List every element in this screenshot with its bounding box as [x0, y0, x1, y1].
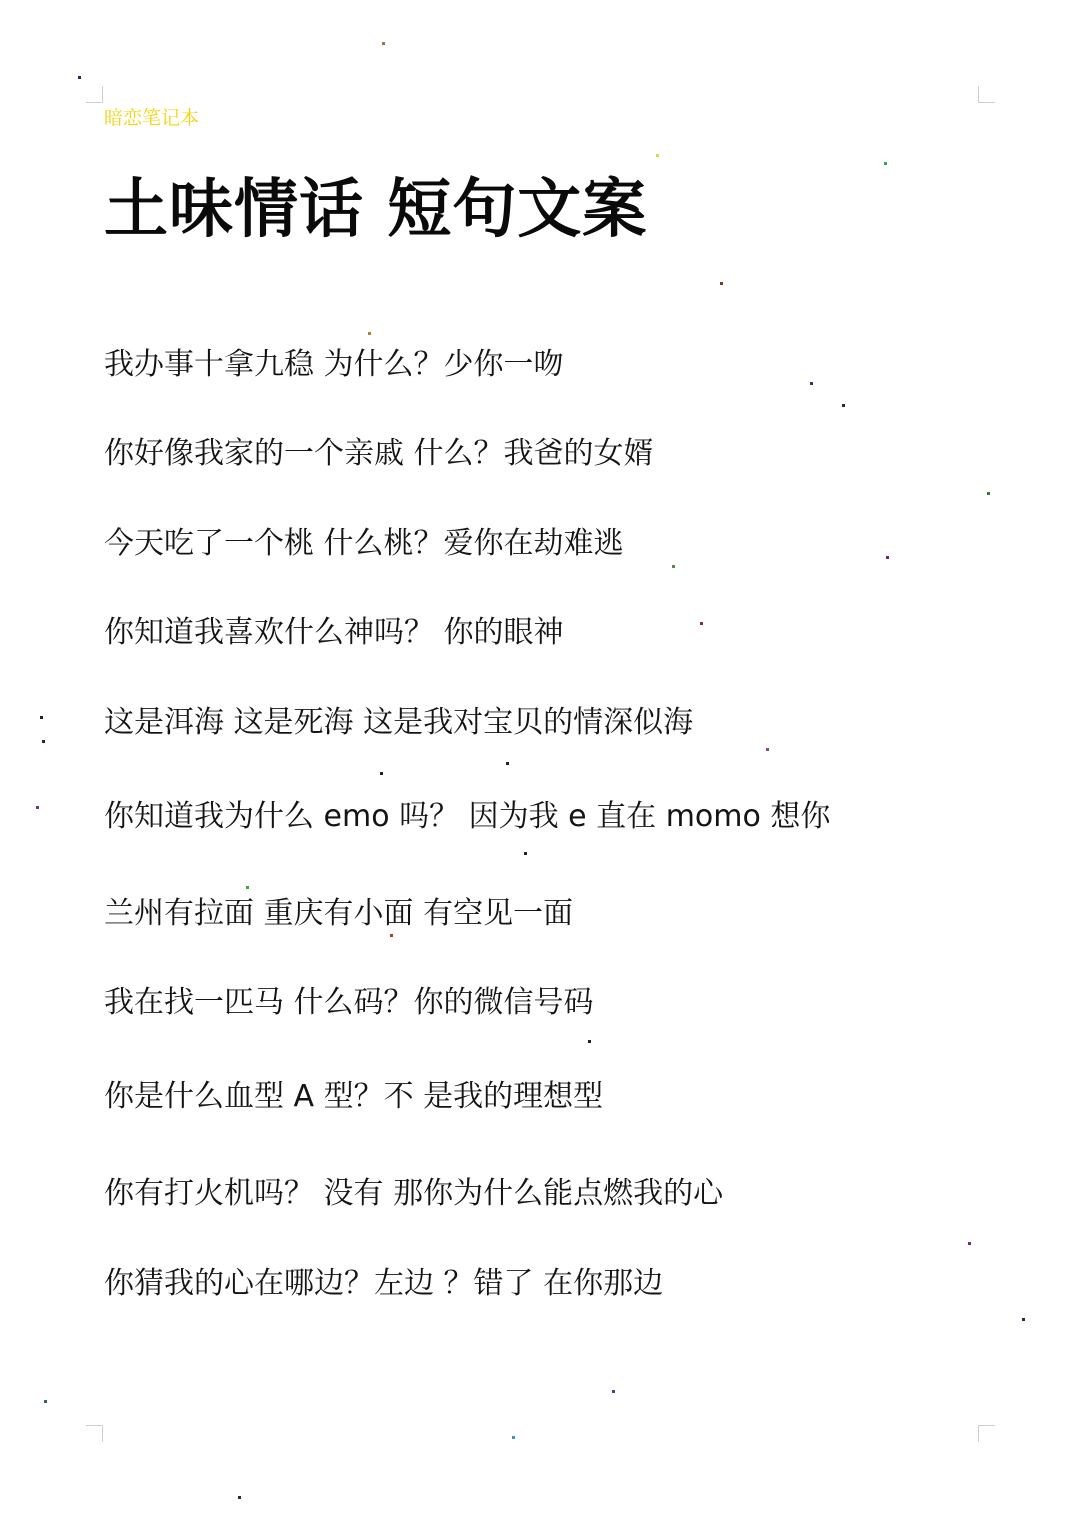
print-speck: [886, 556, 889, 559]
print-speck: [1022, 1318, 1025, 1321]
print-speck: [246, 886, 249, 889]
phrase-line-8: 我在找一匹马 什么码？你的微信号码: [104, 985, 594, 1020]
print-speck: [672, 565, 675, 568]
phrase-line-2: 你好像我家的一个亲戚 什么？我爸的女婿: [104, 436, 654, 471]
phrase-line-10: 你有打火机吗？ 没有 那你为什么能点燃我的心: [104, 1176, 724, 1211]
phrase-line-5: 这是洱海 这是死海 这是我对宝贝的情深似海: [104, 705, 694, 740]
print-speck: [380, 772, 383, 775]
crop-mark-top-right: [978, 86, 995, 103]
print-speck: [382, 42, 385, 45]
print-speck: [512, 1436, 515, 1439]
print-speck: [506, 762, 509, 765]
print-speck: [612, 1390, 615, 1393]
phrase-line-6: 你知道我为什么 emo 吗？ 因为我 e 直在 momo 想你: [104, 799, 831, 834]
phrase-line-4: 你知道我喜欢什么神吗？ 你的眼神: [104, 615, 564, 650]
phrase-line-1: 我办事十拿九稳 为什么？少你一吻: [104, 347, 564, 382]
phrase-line-3: 今天吃了一个桃 什么桃？爱你在劫难逃: [104, 526, 624, 561]
print-speck: [238, 1496, 241, 1499]
brand-label: 暗恋笔记本: [104, 107, 200, 129]
print-speck: [524, 852, 527, 855]
print-speck: [842, 404, 845, 407]
print-speck: [766, 748, 769, 751]
phrase-line-7: 兰州有拉面 重庆有小面 有空见一面: [104, 896, 574, 931]
print-speck: [588, 1040, 591, 1043]
print-speck: [884, 162, 887, 165]
crop-mark-bottom-right: [978, 1425, 995, 1442]
print-speck: [390, 934, 393, 937]
crop-mark-top-left: [86, 86, 103, 103]
page-title: 土味情话 短句文案: [104, 173, 648, 247]
print-speck: [36, 806, 39, 809]
print-speck: [368, 332, 371, 335]
print-speck: [656, 154, 659, 157]
print-speck: [720, 282, 723, 285]
print-speck: [40, 716, 43, 719]
print-speck: [968, 1242, 971, 1245]
phrase-line-11: 你猜我的心在哪边？左边 ？错了 在你那边: [104, 1266, 664, 1301]
print-speck: [810, 382, 813, 385]
print-speck: [987, 492, 990, 495]
phrase-line-9: 你是什么血型 A 型？不 是我的理想型: [104, 1079, 604, 1114]
crop-mark-bottom-left: [86, 1425, 103, 1442]
print-speck: [78, 76, 81, 79]
print-speck: [42, 740, 45, 743]
print-speck: [700, 622, 703, 625]
print-speck: [44, 1400, 47, 1403]
